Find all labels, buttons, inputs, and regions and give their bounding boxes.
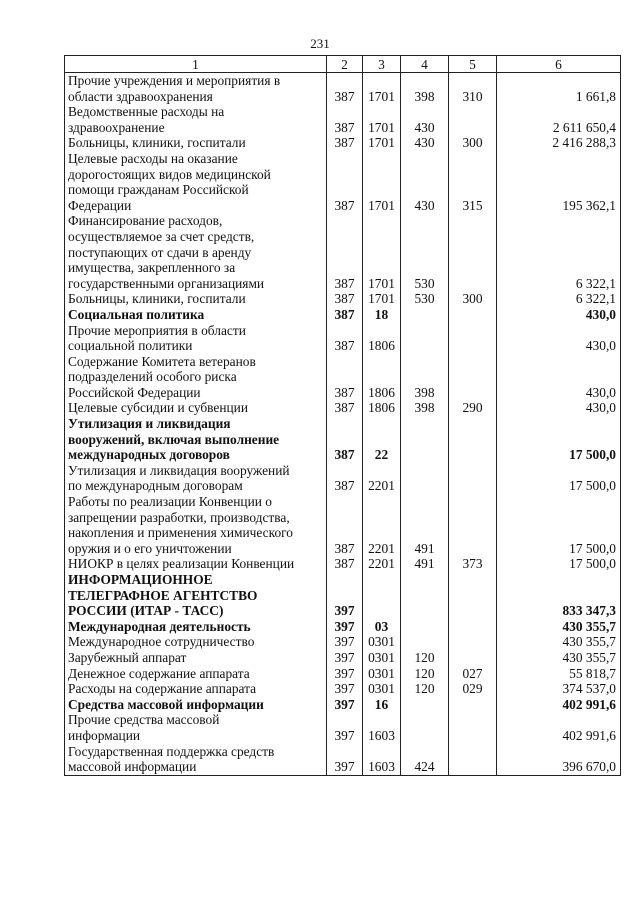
expense-type-cell: 027 <box>449 666 497 682</box>
expense-type-cell: 290 <box>449 400 497 416</box>
column-header-3: 3 <box>363 56 401 73</box>
chapter-code-cell: 387 <box>327 73 363 105</box>
column-header-6: 6 <box>497 56 621 73</box>
chapter-code-cell: 397 <box>327 572 363 619</box>
table-row <box>65 697 621 713</box>
row-name-cell: Содержание Комитета ветеранов подразделений особого риска Российской Федерации <box>65 354 327 401</box>
header-row <box>65 56 621 73</box>
chapter-code-cell: 397 <box>327 634 363 650</box>
column-header-1: 1 <box>65 56 327 73</box>
section-code-cell: 0301 <box>363 666 401 682</box>
table-row <box>65 73 621 105</box>
section-code-cell: 0301 <box>363 681 401 697</box>
target-item-cell: 530 <box>401 213 449 291</box>
target-item-cell: 491 <box>401 494 449 556</box>
chapter-code-cell: 387 <box>327 354 363 401</box>
expense-type-cell <box>449 104 497 135</box>
amount-cell: 195 362,1 <box>497 151 621 213</box>
section-code-cell: 0301 <box>363 634 401 650</box>
target-item-cell: 398 <box>401 354 449 401</box>
table-header <box>65 56 621 73</box>
target-item-cell <box>401 712 449 743</box>
table-row <box>65 291 621 307</box>
target-item-cell: 120 <box>401 666 449 682</box>
row-name-cell: Больницы, клиники, госпитали <box>65 291 327 307</box>
expense-type-cell: 310 <box>449 73 497 105</box>
amount-cell: 6 322,1 <box>497 213 621 291</box>
chapter-code-cell: 387 <box>327 556 363 572</box>
table-row <box>65 619 621 635</box>
target-item-cell: 424 <box>401 744 449 776</box>
expense-type-cell <box>449 354 497 401</box>
table-row <box>65 494 621 556</box>
section-code-cell: 1603 <box>363 744 401 776</box>
row-name-cell: Прочие мероприятия в области социальной политики <box>65 323 327 354</box>
chapter-code-cell: 387 <box>327 494 363 556</box>
section-code-cell: 03 <box>363 619 401 635</box>
expense-type-cell: 029 <box>449 681 497 697</box>
amount-cell: 6 322,1 <box>497 291 621 307</box>
row-name-cell: НИОКР в целях реализации Конвенции <box>65 556 327 572</box>
table-row <box>65 572 621 619</box>
table-row <box>65 151 621 213</box>
amount-cell: 402 991,6 <box>497 712 621 743</box>
section-code-cell: 2201 <box>363 463 401 494</box>
amount-cell: 1 661,8 <box>497 73 621 105</box>
target-item-cell <box>401 634 449 650</box>
target-item-cell <box>401 463 449 494</box>
chapter-code-cell: 387 <box>327 135 363 151</box>
expense-type-cell <box>449 712 497 743</box>
table-row <box>65 307 621 323</box>
chapter-code-cell: 397 <box>327 681 363 697</box>
section-code-cell: 1806 <box>363 323 401 354</box>
expense-type-cell <box>449 650 497 666</box>
table-row <box>65 712 621 743</box>
section-code-cell: 1701 <box>363 135 401 151</box>
section-code-cell: 0301 <box>363 650 401 666</box>
target-item-cell <box>401 416 449 463</box>
target-item-cell: 430 <box>401 104 449 135</box>
target-item-cell <box>401 619 449 635</box>
chapter-code-cell: 397 <box>327 744 363 776</box>
section-code-cell: 1701 <box>363 213 401 291</box>
budget-table <box>64 55 621 776</box>
section-code-cell: 1701 <box>363 73 401 105</box>
section-code-cell: 1701 <box>363 151 401 213</box>
amount-cell: 2 611 650,4 <box>497 104 621 135</box>
chapter-code-cell: 397 <box>327 650 363 666</box>
section-code-cell: 1806 <box>363 400 401 416</box>
target-item-cell: 491 <box>401 556 449 572</box>
target-item-cell: 120 <box>401 681 449 697</box>
amount-cell: 430 355,7 <box>497 619 621 635</box>
amount-cell: 17 500,0 <box>497 416 621 463</box>
amount-cell: 17 500,0 <box>497 463 621 494</box>
section-code-cell: 16 <box>363 697 401 713</box>
chapter-code-cell: 387 <box>327 323 363 354</box>
section-code-cell: 18 <box>363 307 401 323</box>
expense-type-cell <box>449 494 497 556</box>
chapter-code-cell: 387 <box>327 151 363 213</box>
row-name-cell: Прочие учреждения и мероприятия в области здравоохранения <box>65 73 327 105</box>
expense-type-cell <box>449 213 497 291</box>
chapter-code-cell: 387 <box>327 400 363 416</box>
target-item-cell <box>401 307 449 323</box>
amount-cell: 430,0 <box>497 400 621 416</box>
table-row <box>65 666 621 682</box>
row-name-cell: Международное сотрудничество <box>65 634 327 650</box>
section-code-cell: 1701 <box>363 104 401 135</box>
target-item-cell: 398 <box>401 400 449 416</box>
table-row <box>65 556 621 572</box>
chapter-code-cell: 387 <box>327 307 363 323</box>
expense-type-cell <box>449 323 497 354</box>
expense-type-cell <box>449 416 497 463</box>
table-row <box>65 354 621 401</box>
amount-cell: 430,0 <box>497 323 621 354</box>
row-name-cell: ИНФОРМАЦИОННОЕ ТЕЛЕГРАФНОЕ АГЕНТСТВО РОССИИ (ИТАР - ТАСС) <box>65 572 327 619</box>
row-name-cell: Финансирование расходов, осуществляемое за счет средств, поступающих от сдачи в аренду имущества, закрепленного за государственными организациями <box>65 213 327 291</box>
amount-cell: 2 416 288,3 <box>497 135 621 151</box>
amount-cell: 396 670,0 <box>497 744 621 776</box>
chapter-code-cell: 397 <box>327 666 363 682</box>
row-name-cell: Денежное содержание аппарата <box>65 666 327 682</box>
target-item-cell: 530 <box>401 291 449 307</box>
table-row <box>65 213 621 291</box>
chapter-code-cell: 387 <box>327 416 363 463</box>
table-row <box>65 323 621 354</box>
chapter-code-cell: 387 <box>327 213 363 291</box>
row-name-cell: Работы по реализации Конвенции о запрещении разработки, производства, накопления и применения химического оружия и о его уничтожении <box>65 494 327 556</box>
table-row <box>65 681 621 697</box>
table-body <box>65 73 621 776</box>
table-row <box>65 135 621 151</box>
expense-type-cell <box>449 634 497 650</box>
page-number: 231 <box>310 36 330 51</box>
expense-type-cell <box>449 572 497 619</box>
row-name-cell: Ведомственные расходы на здравоохранение <box>65 104 327 135</box>
section-code-cell: 22 <box>363 416 401 463</box>
row-name-cell: Расходы на содержание аппарата <box>65 681 327 697</box>
target-item-cell: 430 <box>401 151 449 213</box>
section-code-cell: 1806 <box>363 354 401 401</box>
chapter-code-cell: 387 <box>327 104 363 135</box>
amount-cell: 55 818,7 <box>497 666 621 682</box>
expense-type-cell: 373 <box>449 556 497 572</box>
table-row <box>65 104 621 135</box>
table-row <box>65 634 621 650</box>
target-item-cell <box>401 323 449 354</box>
amount-cell: 430 355,7 <box>497 634 621 650</box>
chapter-code-cell: 397 <box>327 619 363 635</box>
amount-cell: 17 500,0 <box>497 494 621 556</box>
expense-type-cell: 300 <box>449 135 497 151</box>
row-name-cell: Утилизация и ликвидация вооружений по международным договорам <box>65 463 327 494</box>
amount-cell: 833 347,3 <box>497 572 621 619</box>
section-code-cell: 2201 <box>363 494 401 556</box>
amount-cell: 430,0 <box>497 307 621 323</box>
chapter-code-cell: 397 <box>327 697 363 713</box>
section-code-cell: 2201 <box>363 556 401 572</box>
row-name-cell: Целевые субсидии и субвенции <box>65 400 327 416</box>
row-name-cell: Утилизация и ликвидация вооружений, включая выполнение международных договоров <box>65 416 327 463</box>
target-item-cell <box>401 697 449 713</box>
chapter-code-cell: 387 <box>327 291 363 307</box>
column-header-4: 4 <box>401 56 449 73</box>
row-name-cell: Социальная политика <box>65 307 327 323</box>
target-item-cell: 120 <box>401 650 449 666</box>
expense-type-cell: 315 <box>449 151 497 213</box>
row-name-cell: Международная деятельность <box>65 619 327 635</box>
target-item-cell: 398 <box>401 73 449 105</box>
expense-type-cell <box>449 697 497 713</box>
table-row <box>65 744 621 776</box>
section-code-cell: 1603 <box>363 712 401 743</box>
chapter-code-cell: 387 <box>327 463 363 494</box>
expense-type-cell <box>449 744 497 776</box>
section-code-cell <box>363 572 401 619</box>
expense-type-cell <box>449 619 497 635</box>
column-header-2: 2 <box>327 56 363 73</box>
amount-cell: 17 500,0 <box>497 556 621 572</box>
row-name-cell: Средства массовой информации <box>65 697 327 713</box>
section-code-cell: 1701 <box>363 291 401 307</box>
table-row <box>65 463 621 494</box>
row-name-cell: Прочие средства массовой информации <box>65 712 327 743</box>
amount-cell: 430,0 <box>497 354 621 401</box>
expense-type-cell: 300 <box>449 291 497 307</box>
row-name-cell: Целевые расходы на оказание дорогостоящих видов медицинской помощи гражданам Российской Федерации <box>65 151 327 213</box>
table-row <box>65 400 621 416</box>
amount-cell: 430 355,7 <box>497 650 621 666</box>
expense-type-cell <box>449 463 497 494</box>
target-item-cell: 430 <box>401 135 449 151</box>
table-row <box>65 650 621 666</box>
row-name-cell: Зарубежный аппарат <box>65 650 327 666</box>
table-row <box>65 416 621 463</box>
amount-cell: 402 991,6 <box>497 697 621 713</box>
row-name-cell: Больницы, клиники, госпитали <box>65 135 327 151</box>
target-item-cell <box>401 572 449 619</box>
amount-cell: 374 537,0 <box>497 681 621 697</box>
chapter-code-cell: 397 <box>327 712 363 743</box>
row-name-cell: Государственная поддержка средств массовой информации <box>65 744 327 776</box>
expense-type-cell <box>449 307 497 323</box>
column-header-5: 5 <box>449 56 497 73</box>
